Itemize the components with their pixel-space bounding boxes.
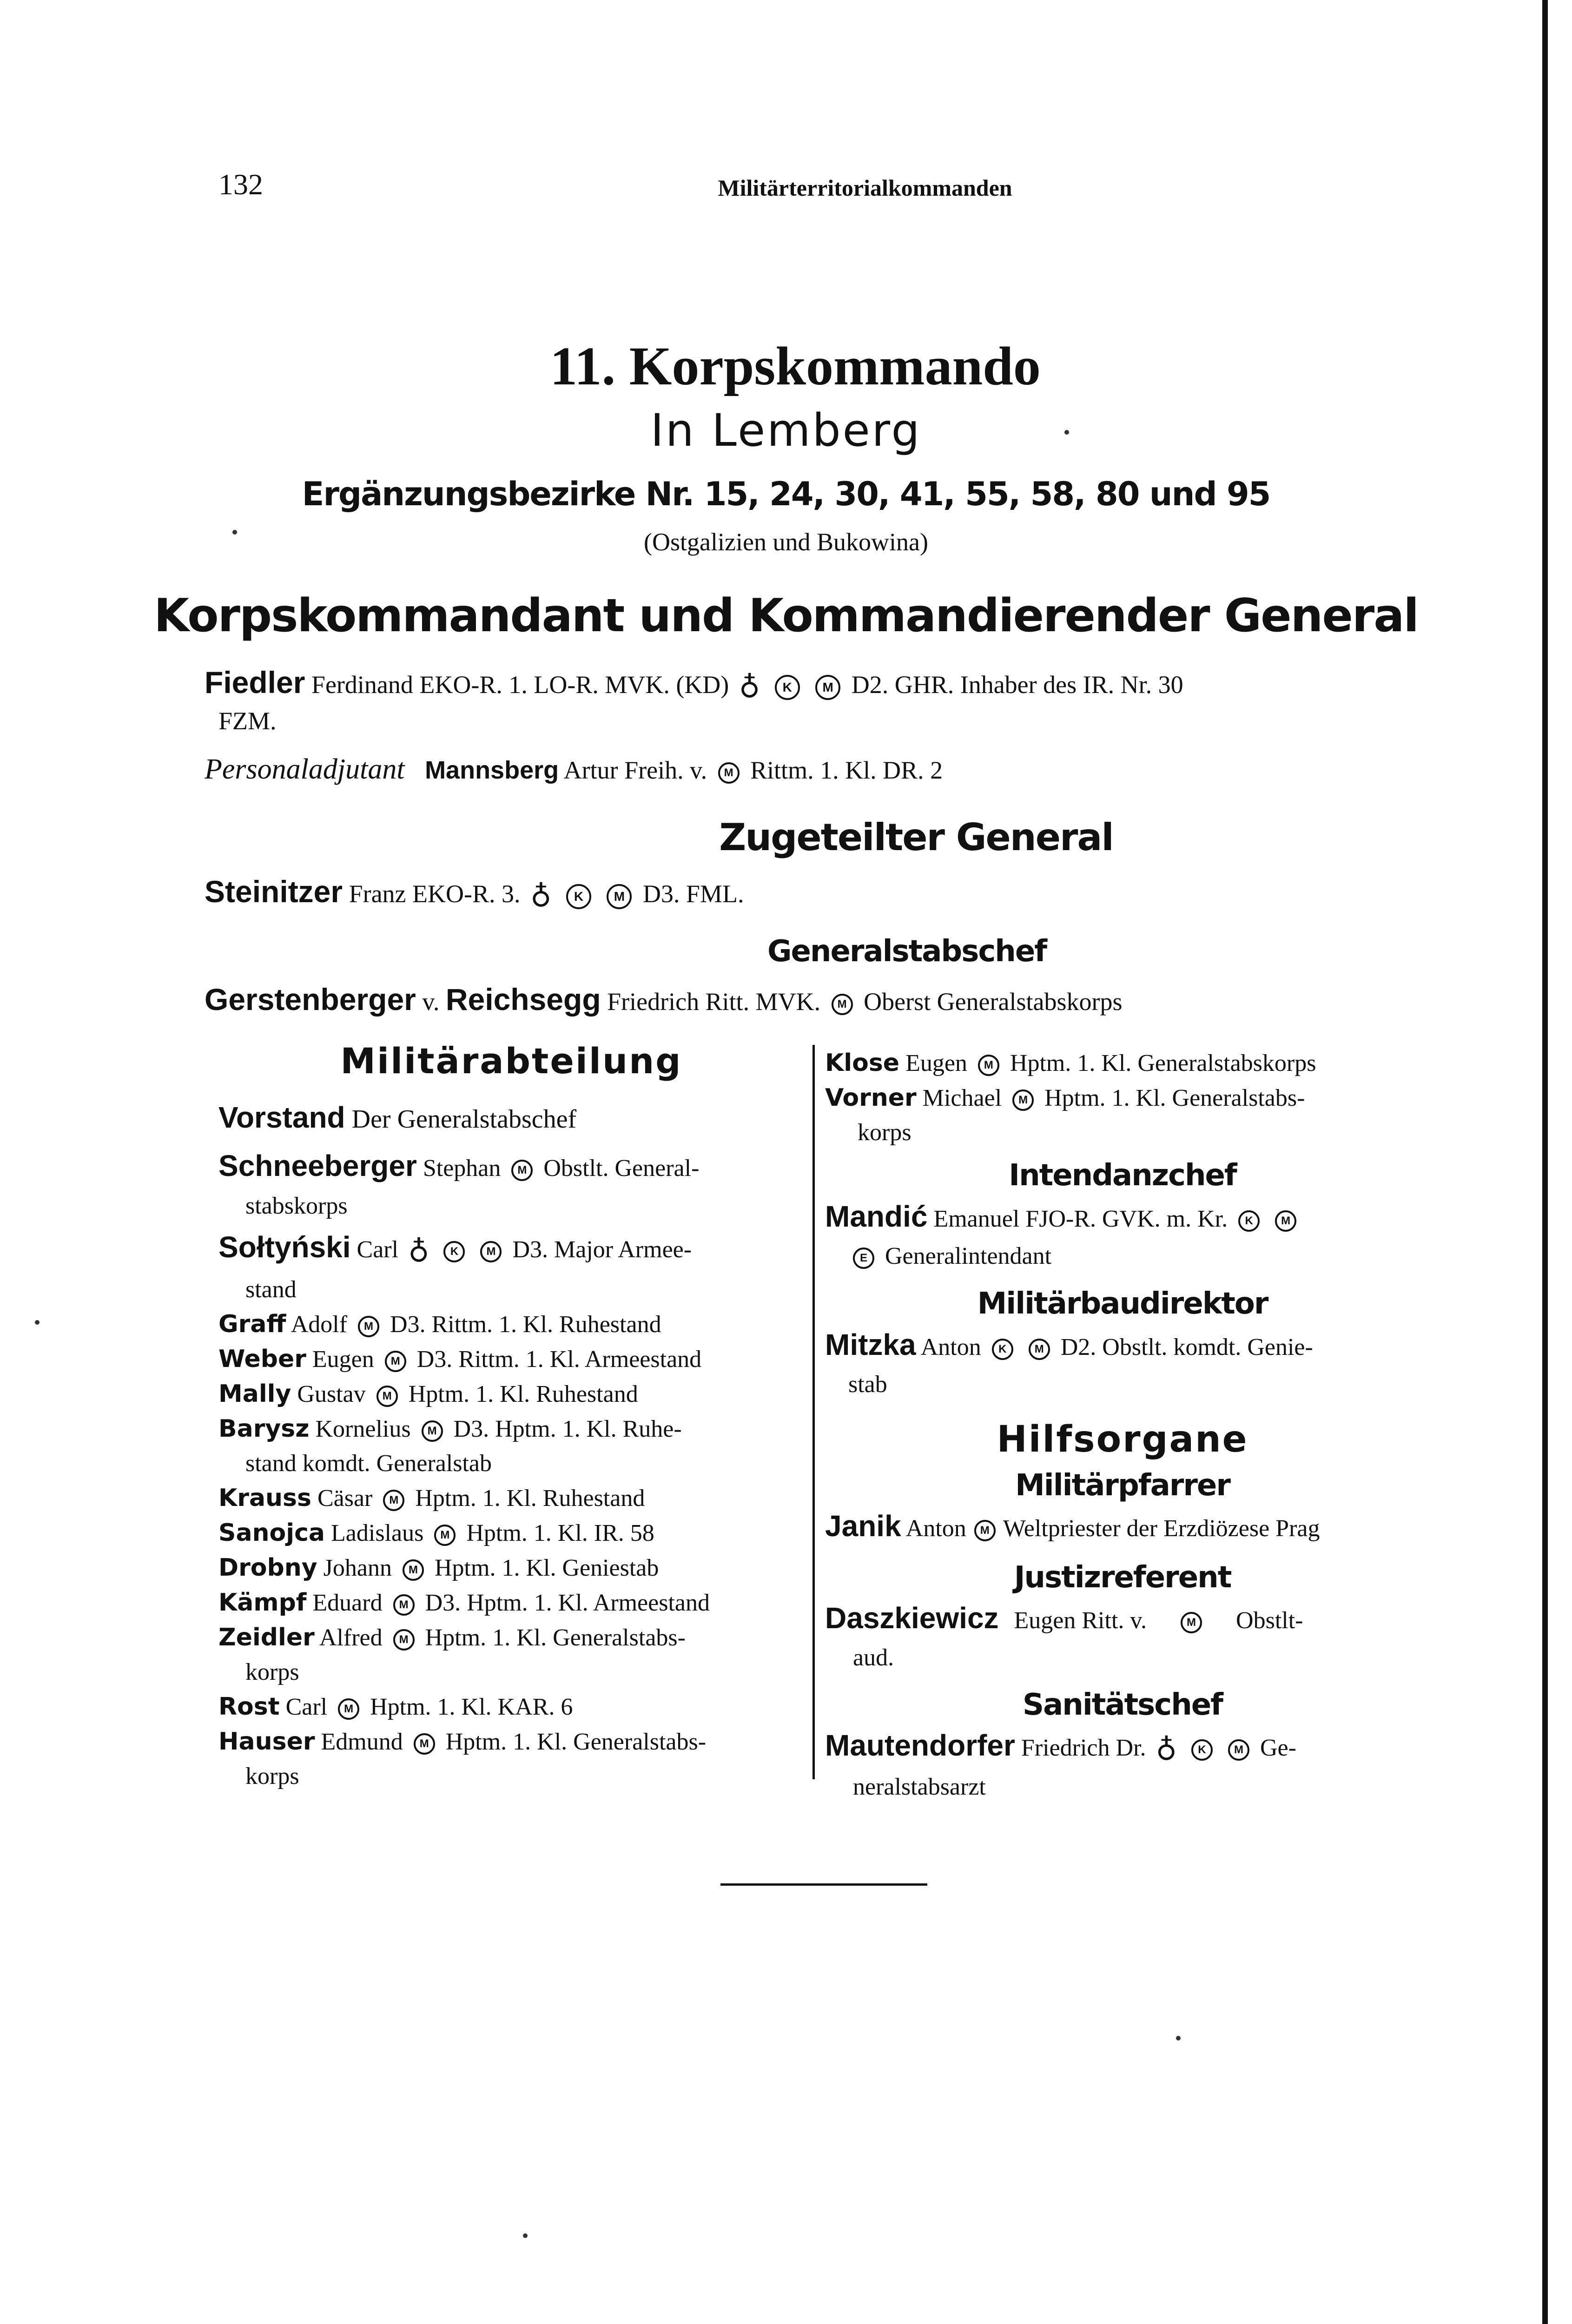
m-decoration-icon: M	[1181, 1612, 1202, 1633]
m-decoration-icon: M	[422, 1420, 443, 1442]
entry-name: Mally	[218, 1380, 291, 1408]
assigned-general-text-b: D3. FML.	[642, 880, 744, 908]
entry-text: Alfred	[319, 1624, 383, 1651]
entry-text: D3. Rittm. 1. Kl. Ruhestand	[390, 1311, 661, 1338]
entry-continuation: neralstabsarzt	[853, 1774, 986, 1801]
entry-text: Carl	[285, 1694, 328, 1721]
entry-name: Daszkiewicz	[825, 1601, 999, 1635]
entry-text: Generalintendant	[885, 1243, 1052, 1269]
entry-name: Kämpf	[218, 1589, 307, 1617]
entry-name: Mandić	[825, 1200, 928, 1233]
chief-name2: Reichsegg	[445, 982, 601, 1017]
region-line: (Ostgalizien und Bukowina)	[644, 528, 928, 556]
entry-continuation: korps	[858, 1119, 911, 1146]
cross-decoration-icon: ♁	[739, 670, 760, 705]
entry-name: Klose	[825, 1049, 900, 1077]
chief-heading: Generalstabschef	[767, 934, 1047, 969]
entry-text: Eduard	[312, 1590, 383, 1617]
scan-speck	[523, 2233, 528, 2238]
assigned-general-heading: Zugeteilter General	[719, 816, 1113, 859]
cross-decoration-icon: ♁	[408, 1235, 429, 1269]
m-decoration-icon: M	[338, 1698, 359, 1720]
commander-name: Fiedler	[205, 665, 305, 700]
list-item	[218, 1724, 809, 1759]
adjutant-label: Personaladjutant	[205, 753, 405, 785]
k-decoration-icon: K	[1238, 1210, 1260, 1232]
entry-continuation: stab	[848, 1371, 887, 1398]
entry-continuation: stand komdt. Generalstab	[245, 1450, 492, 1477]
entry-text: D2. Obstlt. komdt. Genie-	[1060, 1334, 1313, 1360]
entry-text: Anton	[905, 1515, 966, 1542]
adjutant-text-b: Rittm. 1. Kl. DR. 2	[750, 756, 943, 784]
entry-name: Mitzka	[825, 1328, 916, 1361]
entry-name: Sanojca	[218, 1519, 325, 1547]
list-item	[825, 1081, 1420, 1116]
entry-text: Obstlt. General-	[543, 1155, 700, 1182]
assigned-general-text-a: Franz EKO-R. 3.	[349, 880, 521, 908]
m-decoration-icon: M	[376, 1386, 398, 1407]
k-decoration-icon: K	[775, 675, 800, 700]
scan-speck	[35, 1320, 40, 1325]
entry-text: Edmund	[321, 1729, 403, 1756]
m-decoration-icon: M	[393, 1629, 415, 1651]
entry-name: Janik	[825, 1509, 901, 1543]
list-item	[218, 1585, 809, 1620]
commander-text-a: Ferdinand EKO-R. 1. LO-R. MVK. (KD)	[311, 671, 729, 699]
m-decoration-icon: M	[480, 1241, 502, 1262]
entry-continuation: stand	[245, 1276, 297, 1303]
entry-text: Der Generalstabschef	[351, 1105, 577, 1134]
justiz-heading: Justizreferent	[1014, 1560, 1231, 1595]
list-item	[218, 1620, 809, 1655]
list-item	[218, 1481, 809, 1516]
commander-entry	[205, 665, 1183, 704]
list-item	[825, 1506, 1420, 1549]
list-item	[825, 1325, 1420, 1367]
intendanz-heading: Intendanzchef	[1009, 1158, 1236, 1193]
entry-text: Eugen	[312, 1346, 374, 1373]
entry-text: Gustav	[297, 1381, 366, 1408]
chief-text-a: Friedrich Ritt. MVK.	[607, 988, 821, 1016]
sanitaet-heading: Sanitätschef	[1023, 1688, 1222, 1722]
m-decoration-icon: M	[434, 1525, 456, 1546]
m-decoration-icon: M	[815, 675, 840, 700]
m-decoration-icon: M	[1228, 1739, 1249, 1761]
m-decoration-icon: M	[358, 1316, 379, 1337]
entry-text: Hptm. 1. Kl. Generalstabs-	[1044, 1085, 1305, 1111]
entry-text: Hptm. 1. Kl. Generalstabs-	[445, 1729, 707, 1756]
m-decoration-icon: M	[974, 1520, 996, 1541]
main-title: 11. Korpskommando	[550, 336, 1041, 396]
scan-speck	[1064, 430, 1069, 435]
assigned-general-name: Steinitzer	[205, 874, 343, 909]
left-column	[218, 1097, 809, 1794]
entry-name: Vorner	[825, 1084, 917, 1112]
m-decoration-icon: M	[385, 1351, 406, 1372]
adjutant-name: Mannsberg	[425, 756, 559, 784]
footer-rule	[720, 1883, 927, 1886]
entry-text: Ge-	[1260, 1735, 1296, 1761]
entry-text: Anton	[920, 1334, 981, 1360]
adjutant-entry	[205, 753, 943, 786]
list-item	[218, 1377, 809, 1412]
entry-continuation: aud.	[853, 1644, 894, 1671]
chief-name: Gerstenberger	[205, 982, 416, 1017]
entry-name: Graff	[218, 1310, 286, 1339]
entry-text: Hptm. 1. Kl. KAR. 6	[370, 1694, 573, 1721]
entry-text: Hptm. 1. Kl. IR. 58	[466, 1520, 654, 1547]
entry-text: Stephan	[423, 1155, 501, 1182]
commander-rank: FZM.	[218, 707, 277, 735]
k-decoration-icon: K	[1191, 1739, 1213, 1761]
scan-speck	[1176, 2036, 1181, 2040]
list-item	[218, 1690, 809, 1724]
entry-text: Emanuel FJO-R. GVK. m. Kr.	[933, 1206, 1228, 1232]
entry-continuation	[825, 1239, 1420, 1274]
entry-name: Vorstand	[218, 1101, 345, 1134]
chief-particle: v.	[422, 988, 440, 1016]
entry-name: Schneeberger	[218, 1149, 417, 1182]
entry-text: D3. Rittm. 1. Kl. Armeestand	[416, 1346, 702, 1373]
entry-text: Weltpriester der Erzdiözese Prag	[1003, 1515, 1320, 1542]
entry-text: Adolf	[291, 1311, 348, 1338]
entry-name: Krauss	[218, 1484, 311, 1512]
chief-text-b: Oberst Generalstabskorps	[864, 988, 1123, 1016]
list-item	[218, 1412, 809, 1446]
hilfsorgane-heading: Hilfsorgane	[997, 1419, 1248, 1460]
list-item	[825, 1598, 1420, 1641]
running-title: Militärterritorialkommanden	[718, 175, 1012, 201]
list-item	[218, 1516, 809, 1551]
entry-text: Hptm. 1. Kl. Ruhestand	[415, 1485, 645, 1512]
entry-name: Mautendorfer	[825, 1729, 1015, 1762]
scan-speck	[232, 530, 237, 535]
entry-text: Cäsar	[317, 1485, 373, 1512]
list-item	[825, 1196, 1420, 1239]
cross-decoration-icon: ♁	[1156, 1733, 1177, 1767]
m-decoration-icon: M	[1275, 1210, 1296, 1232]
entry-text: Hptm. 1. Kl. Generalstabskorps	[1010, 1050, 1316, 1076]
entry-name: Hauser	[218, 1728, 315, 1756]
list-item	[825, 1046, 1420, 1081]
k-decoration-icon: K	[992, 1339, 1013, 1360]
entry-continuation: korps	[245, 1659, 299, 1686]
entry-continuation: korps	[245, 1763, 299, 1790]
list-item	[218, 1145, 809, 1189]
entry-text: Ladislaus	[331, 1520, 424, 1547]
entry-name: Barysz	[218, 1415, 310, 1443]
m-decoration-icon: M	[978, 1055, 999, 1076]
entry-continuation: stabskorps	[245, 1193, 348, 1219]
commander-heading: Korpskommandant und Kommandierender General	[154, 589, 1418, 642]
entry-text: D3. Hptm. 1. Kl. Ruhe-	[453, 1416, 682, 1443]
entry-text: Eugen Ritt. v.	[1014, 1607, 1147, 1634]
list-item	[218, 1097, 809, 1140]
list-item	[218, 1226, 809, 1273]
entry-text: D3. Major Armee-	[512, 1236, 692, 1263]
m-decoration-icon: M	[511, 1160, 533, 1181]
entry-text: Hptm. 1. Kl. Generalstabs-	[425, 1624, 686, 1651]
entry-text: Michael	[922, 1085, 1002, 1111]
entry-text: Carl	[357, 1236, 399, 1263]
baudirektor-heading: Militärbaudirektor	[977, 1287, 1268, 1321]
pfarrer-heading: Militärpfarrer	[1015, 1468, 1230, 1503]
list-item	[218, 1342, 809, 1377]
page-number: 132	[218, 168, 263, 201]
entry-name: Zeidler	[218, 1624, 315, 1652]
entry-text: Hptm. 1. Kl. Geniestab	[435, 1555, 659, 1582]
m-decoration-icon: M	[393, 1594, 415, 1616]
e-decoration-icon: E	[853, 1248, 874, 1269]
entry-name: Sołtyński	[218, 1230, 351, 1264]
m-decoration-icon: M	[403, 1559, 424, 1581]
districts-line: Ergänzungsbezirke Nr. 15, 24, 30, 41, 55, 58, 80 und 95	[302, 475, 1270, 513]
entry-text: Johann	[323, 1555, 392, 1582]
adjutant-text-a: Artur Freih. v.	[563, 756, 707, 784]
chief-entry	[205, 982, 1122, 1017]
entry-name: Weber	[218, 1345, 306, 1373]
entry-text: Hptm. 1. Kl. Ruhestand	[408, 1381, 638, 1408]
m-decoration-icon: M	[832, 994, 853, 1015]
entry-text: D3. Hptm. 1. Kl. Armeestand	[425, 1590, 710, 1617]
k-decoration-icon: K	[443, 1241, 465, 1262]
entry-name: Drobny	[218, 1554, 317, 1582]
m-decoration-icon: M	[414, 1733, 435, 1755]
location-subtitle: In Lemberg	[650, 404, 922, 456]
left-column-heading: Militärabteilung	[340, 1040, 682, 1082]
list-item	[218, 1307, 809, 1342]
m-decoration-icon: M	[1029, 1339, 1050, 1360]
m-decoration-icon: M	[1012, 1089, 1034, 1111]
cross-decoration-icon: ♁	[530, 879, 552, 914]
entry-text: Friedrich Dr.	[1021, 1735, 1146, 1761]
entry-text: Kornelius	[315, 1416, 411, 1443]
m-decoration-icon: M	[383, 1490, 404, 1511]
assigned-general-entry	[205, 874, 744, 913]
k-decoration-icon: K	[566, 884, 591, 909]
entry-name: Rost	[218, 1693, 280, 1721]
m-decoration-icon: M	[718, 762, 740, 784]
right-column	[825, 1046, 1420, 1804]
entry-text: Eugen	[905, 1050, 967, 1076]
column-divider	[812, 1045, 815, 1779]
m-decoration-icon: M	[607, 884, 632, 909]
entry-text: Obstlt-	[1236, 1607, 1303, 1634]
commander-text-b: D2. GHR. Inhaber des IR. Nr. 30	[851, 671, 1183, 699]
list-item	[218, 1551, 809, 1585]
list-item	[825, 1725, 1420, 1770]
